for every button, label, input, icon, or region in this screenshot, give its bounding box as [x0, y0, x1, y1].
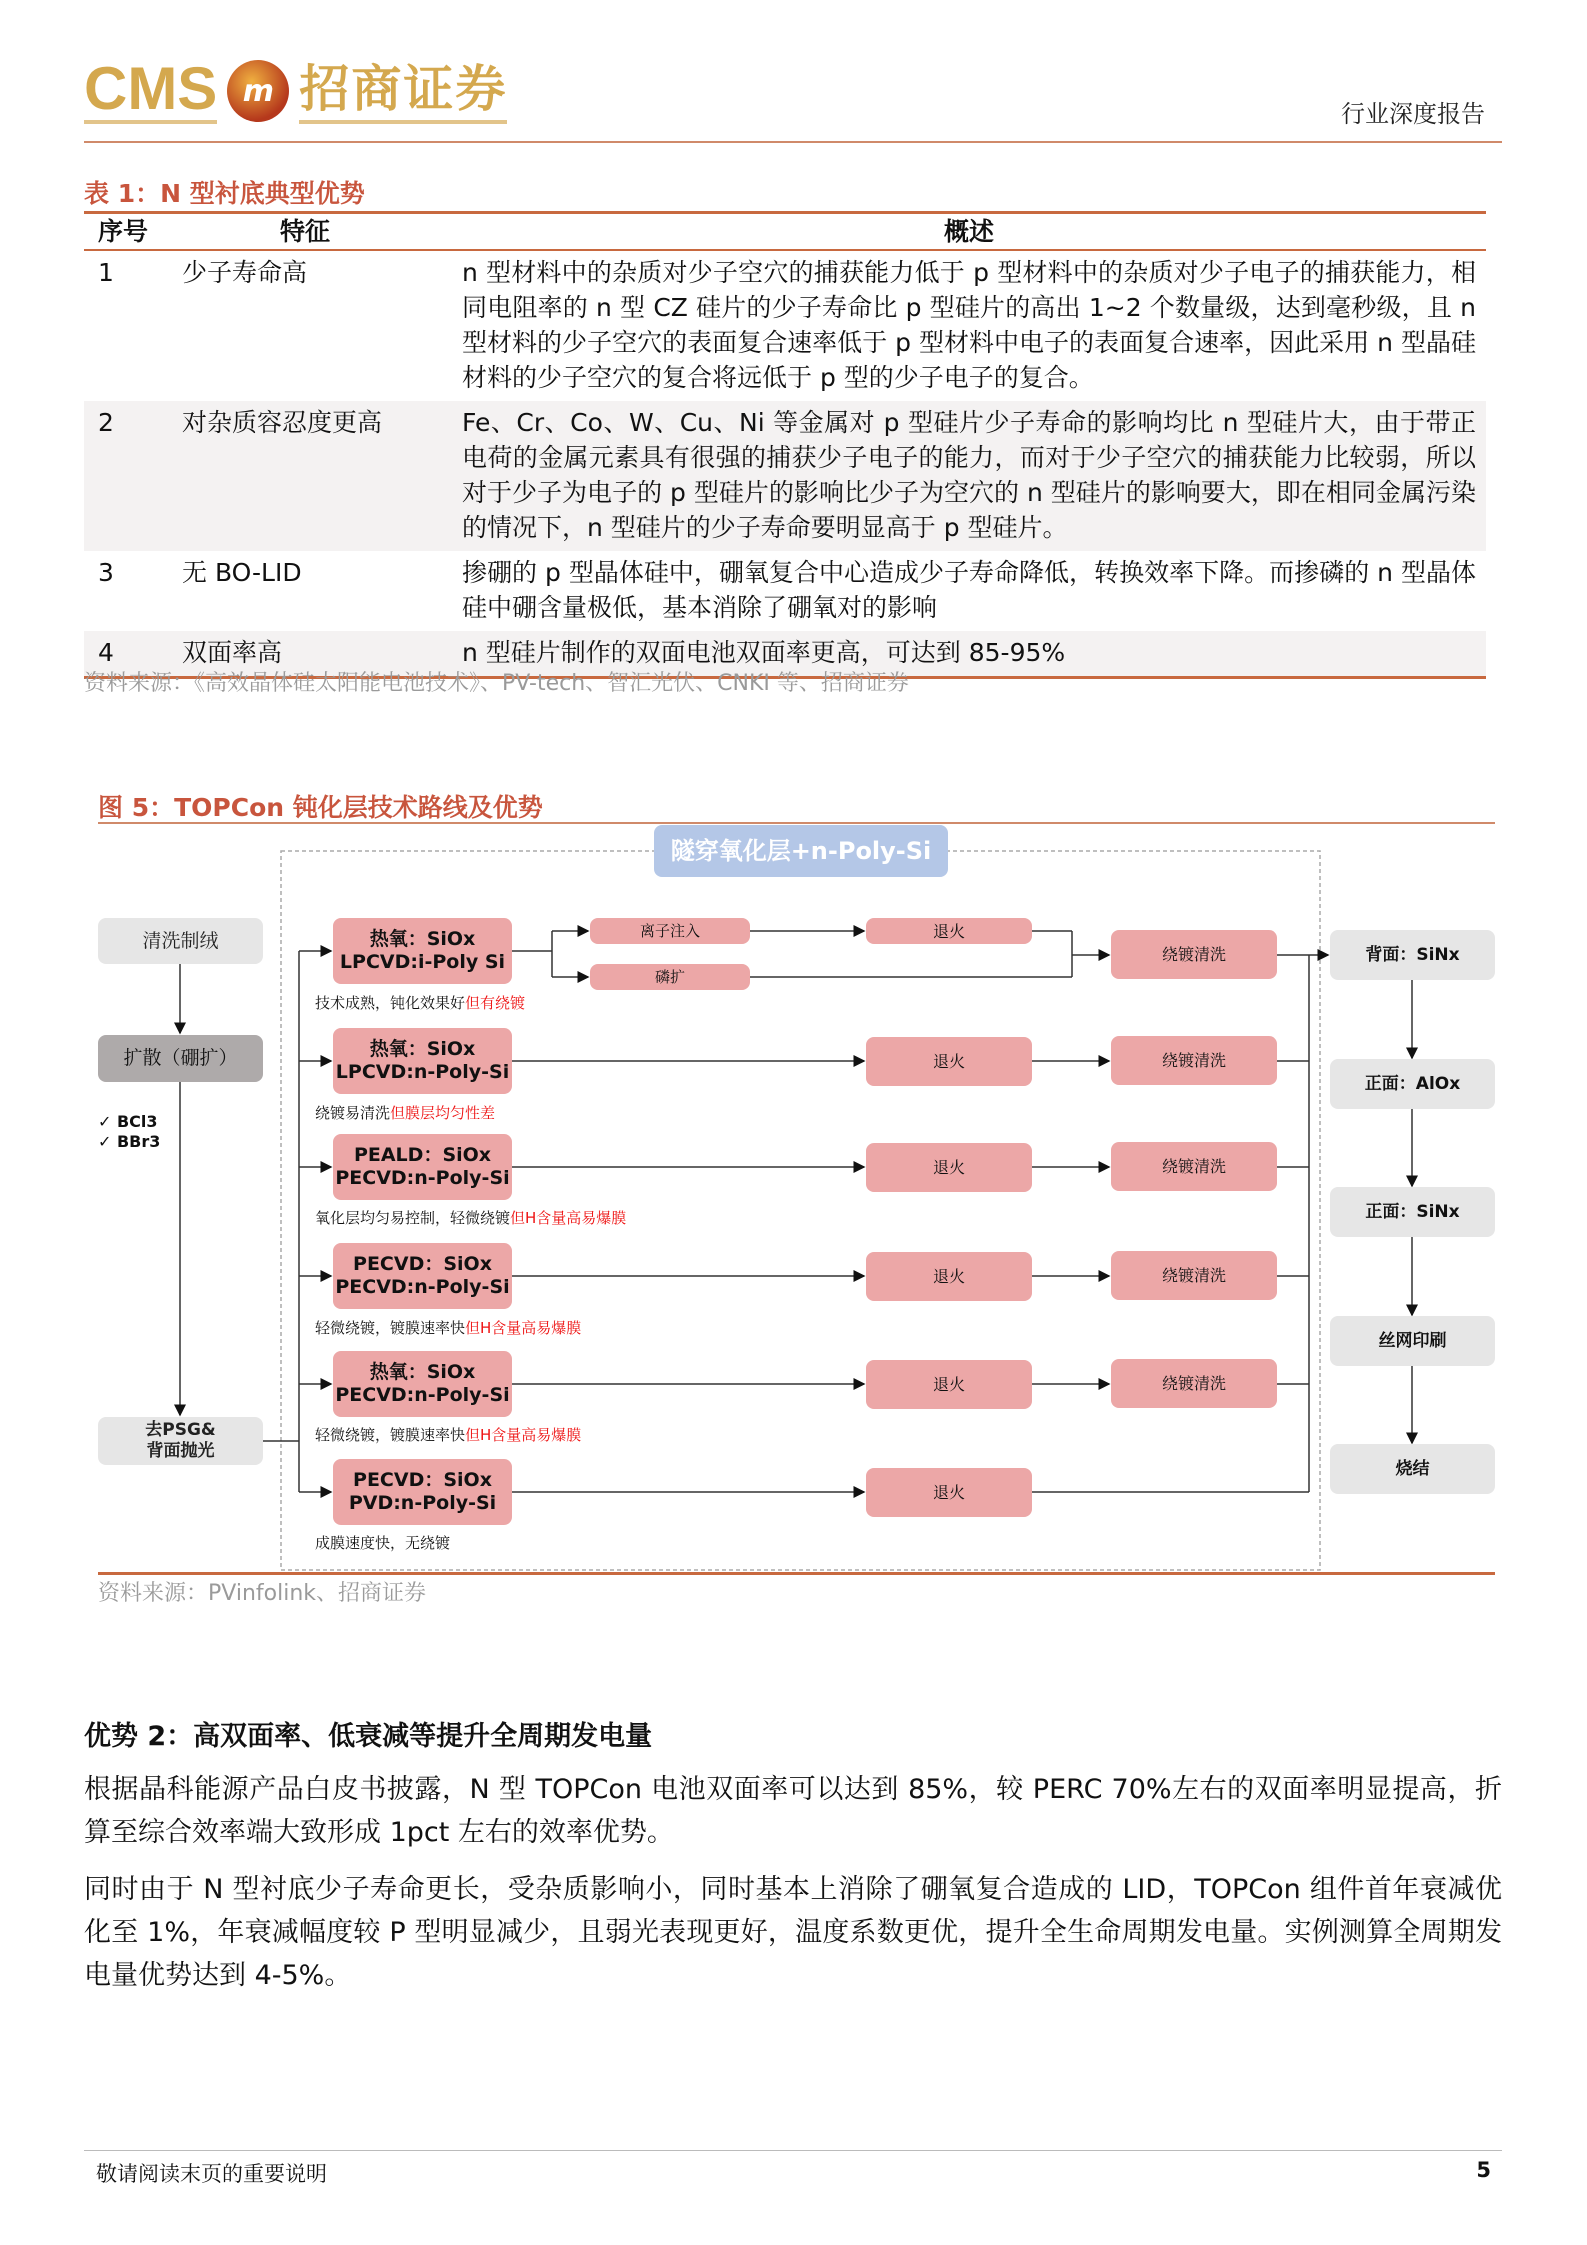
- route-deposition-box: [333, 1028, 512, 1094]
- figure-title: 图 5：TOPCon 钝化层技术路线及优势: [98, 793, 543, 822]
- step-front-alox: 正面：AlOx: [1330, 1059, 1495, 1109]
- col-header-desc: 概述: [462, 213, 1486, 251]
- step-wrap-clean: 绕镀清洗: [1111, 1036, 1277, 1085]
- step-ion-implant: 离子注入: [590, 918, 750, 944]
- cell-feature: 少子寿命高: [182, 258, 308, 287]
- cell-desc: 掺硼的 p 型晶体硅中，硼氧复合中心造成少子寿命降低，转换效率下降。而掺磷的 n 型晶体硅中硼含量极低，基本消除了硼氧对的影响: [462, 558, 1476, 622]
- step-wrap-clean: 绕镀清洗: [1111, 930, 1277, 979]
- route-deposition-box: [333, 1351, 512, 1417]
- route-note-text: 绕镀易清洗: [315, 1104, 391, 1122]
- route-note-text: 氧化层均匀易控制，轻微绕镀: [315, 1209, 511, 1227]
- step-anneal: 退火: [866, 1037, 1032, 1086]
- gas-item: [98, 1132, 160, 1152]
- step-phosphorus-diffusion: 磷扩: [590, 964, 750, 990]
- psg-line2: 背面抛光: [146, 1441, 215, 1461]
- step-wrap-clean: 绕镀清洗: [1111, 1359, 1277, 1408]
- page-number: 5: [1476, 2158, 1491, 2182]
- route-note-drawback: 但H含量高易爆膜: [465, 1426, 582, 1444]
- route-oxide: PECVD：SiOx: [353, 1253, 492, 1275]
- route-oxide: 热氧：SiOx: [369, 1038, 476, 1060]
- cell-feature: 双面率高: [182, 631, 462, 678]
- table-title: 表 1：N 型衬底典型优势: [84, 179, 365, 208]
- route-oxide: PECVD：SiOx: [353, 1469, 492, 1491]
- cell-no: 1: [98, 258, 114, 287]
- col-header-feature: 特征: [182, 213, 462, 251]
- step-boron-diffusion: 扩散（硼扩）: [98, 1035, 263, 1082]
- route-oxide: 热氧：SiOx: [369, 928, 476, 950]
- route-note: [315, 1424, 581, 1445]
- route-deposition-box: [333, 1459, 512, 1525]
- step-anneal: 退火: [866, 918, 1032, 944]
- step-wrap-clean: 绕镀清洗: [1111, 1142, 1277, 1191]
- document-type: 行业深度报告: [1341, 100, 1485, 128]
- route-note-drawback: 但H含量高易爆膜: [465, 1319, 582, 1337]
- route-note: [315, 1102, 495, 1123]
- step-firing: 烧结: [1330, 1444, 1495, 1494]
- table-source: 资料来源：《高效晶体硅太阳能电池技术》、PV-tech、智汇光伏、CNKI 等、招商证券: [84, 671, 909, 696]
- route-note: [315, 1532, 450, 1553]
- cell-no: 2: [84, 401, 182, 551]
- step-wrap-clean: 绕镀清洗: [1111, 1251, 1277, 1300]
- cell-desc: n 型硅片制作的双面电池双面率更高，可达到 85-95%: [462, 631, 1486, 678]
- footer-divider: [84, 2150, 1502, 2151]
- footer-notice: 敬请阅读末页的重要说明: [96, 2162, 327, 2186]
- logo-cms: CMS: [84, 55, 218, 122]
- route-poly: PECVD:n-Poly-Si: [335, 1167, 510, 1189]
- step-screen-print: 丝网印刷: [1330, 1316, 1495, 1366]
- route-deposition-box: [333, 1243, 512, 1309]
- route-note-text: 轻微绕镀，镀膜速率快: [315, 1319, 466, 1337]
- step-anneal: 退火: [866, 1143, 1032, 1192]
- route-note-drawback: 但有绕镀: [465, 994, 526, 1012]
- check-icon: ✓: [98, 1132, 117, 1151]
- figure-source: 资料来源：PVinfolink、招商证券: [98, 1581, 427, 1606]
- route-oxide: 热氧：SiOx: [369, 1361, 476, 1383]
- step-anneal: 退火: [866, 1468, 1032, 1517]
- check-icon: ✓: [98, 1112, 117, 1131]
- route-note: [315, 1207, 626, 1228]
- figure-banner: 隧穿氧化层+n-Poly-Si: [654, 825, 948, 877]
- step-front-sinx: 正面：SiNx: [1330, 1187, 1495, 1237]
- route-oxide: PEALD：SiOx: [353, 1144, 492, 1166]
- route-note-drawback: 但膜层均匀性差: [390, 1104, 496, 1122]
- col-header-no: 序号: [84, 213, 182, 251]
- route-note-text: 成膜速度快，无绕镀: [315, 1534, 451, 1552]
- route-note-text: 轻微绕镀，镀膜速率快: [315, 1426, 466, 1444]
- paragraph: 同时由于 N 型衬底少子寿命更长，受杂质影响小，同时基本上消除了硼氧复合造成的 LID，TOPCon 组件首年衰减优化至 1%，年衰减幅度较 P 型明显减少，且弱光表现更好，温度系数更优，提升全生命周期发电量。实例测算全周期发电量优势达到 4-5%。: [84, 1874, 1502, 1991]
- step-clean-texture: 清洗制绒: [98, 918, 263, 964]
- route-poly: LPCVD:n-Poly-Si: [335, 1061, 510, 1083]
- gas-item: [98, 1112, 160, 1132]
- cell-feature: 对杂质容忍度更高: [182, 401, 462, 551]
- cell-no: 3: [98, 558, 114, 587]
- diffusion-gases: [98, 1112, 160, 1152]
- route-poly: PECVD:n-Poly-Si: [335, 1384, 510, 1406]
- gas-label: BBr3: [116, 1132, 161, 1151]
- route-poly: LPCVD:i-Poly Si: [339, 951, 506, 973]
- psg-line1: 去PSG&: [145, 1420, 216, 1440]
- step-anneal: 退火: [866, 1360, 1032, 1409]
- logo-emblem-icon: m: [227, 60, 289, 122]
- cell-no: 4: [84, 631, 182, 678]
- cell-feature: 无 BO-LID: [182, 558, 302, 587]
- route-note: [315, 1317, 581, 1338]
- route-note-drawback: 但H含量高易爆膜: [510, 1209, 627, 1227]
- step-anneal: 退火: [866, 1252, 1032, 1301]
- step-remove-psg: [98, 1417, 263, 1465]
- route-poly: PVD:n-Poly-Si: [348, 1492, 497, 1514]
- paragraph: 根据晶科能源产品白皮书披露，N 型 TOPCon 电池双面率可以达到 85%，较 PERC 70%左右的双面率明显提高，折算至综合效率端大致形成 1pct 左右的效率优势。: [84, 1774, 1502, 1848]
- route-poly: PECVD:n-Poly-Si: [335, 1276, 510, 1298]
- route-deposition-box: [333, 918, 512, 984]
- section-heading: 优势 2：高双面率、低衰减等提升全周期发电量: [84, 1721, 653, 1752]
- route-deposition-box: [333, 1134, 512, 1200]
- route-note-text: 技术成熟，钝化效果好: [315, 994, 466, 1012]
- cell-desc: n 型材料中的杂质对少子空穴的捕获能力低于 p 型材料中的杂质对少子电子的捕获能力，相同电阻率的 n 型 CZ 硅片的少子寿命比 p 型硅片的高出 1~2 个数量级，达到毫秒级，且 n 型材料的少子空穴的表面复合速率低于 p 型材料中电子的表面复合速率，因此采用 n 型晶硅材料的少子空穴的复合将远低于 p 型的少子电子的复合。: [462, 258, 1476, 392]
- logo-chinese: 招商证券: [299, 58, 507, 124]
- cell-desc: Fe、Cr、Co、W、Cu、Ni 等金属对 p 型硅片少子寿命的影响均比 n 型硅片大，由于带正电荷的金属元素具有很强的捕获少子电子的能力，而对于少子空穴的捕获能力比较弱，所以对于少子为电子的 p 型硅片的影响比少子为空穴的 n 型硅片的影响要大，即在相同金属污染的情况下，n 型硅片的少子寿命要明显高于 p 型硅片。: [462, 401, 1486, 551]
- step-back-sinx: 背面：SiNx: [1330, 930, 1495, 980]
- figure-bottom-divider: [98, 1572, 1495, 1575]
- gas-label: BCl3: [116, 1112, 158, 1131]
- route-note: [315, 992, 525, 1013]
